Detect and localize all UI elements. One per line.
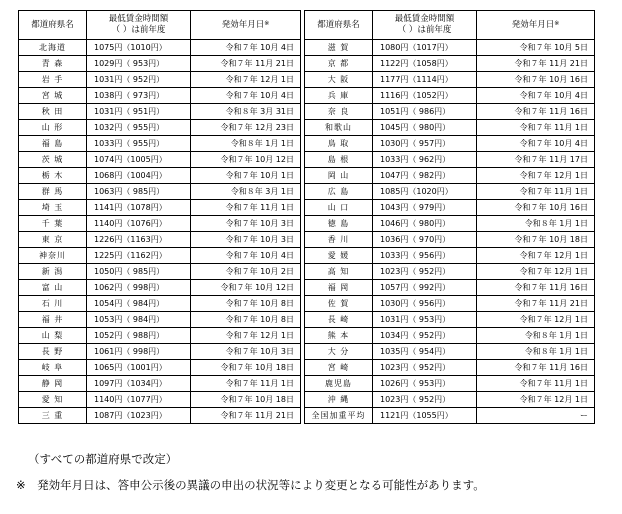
effective-date-right: 令和７年 10月 4日 bbox=[477, 136, 595, 152]
wage-value: 1226円（1163円） bbox=[87, 232, 191, 248]
table-row bbox=[19, 88, 595, 104]
wage-value: 1097円（1034円） bbox=[87, 376, 191, 392]
wage-value-right: 1033円（ 962円） bbox=[373, 152, 477, 168]
prefecture-name: 北海道 bbox=[19, 40, 87, 56]
wage-value-right: 1034円（ 952円） bbox=[373, 328, 477, 344]
prefecture-name: 山 形 bbox=[19, 120, 87, 136]
header-date-right bbox=[477, 11, 595, 40]
effective-date-right: 令和７年 10月 16日 bbox=[477, 72, 595, 88]
effective-date: 令和７年 12月 1日 bbox=[191, 72, 301, 88]
wage-value: 1032円（ 955円） bbox=[87, 120, 191, 136]
prefecture-name-right: 奈 良 bbox=[305, 104, 373, 120]
wage-value: 1075円（1010円） bbox=[87, 40, 191, 56]
header-prefecture: 都道府県名 bbox=[19, 11, 87, 40]
header-date-label-right: 発効年月日 bbox=[511, 19, 555, 30]
wage-value: 1031円（ 951円） bbox=[87, 104, 191, 120]
effective-date: 令和７年 10月 8日 bbox=[191, 312, 301, 328]
prefecture-name: 福 井 bbox=[19, 312, 87, 328]
prefecture-name: 愛 知 bbox=[19, 392, 87, 408]
table-row bbox=[19, 296, 595, 312]
header-wage-line2-right: （ ）は前年度 bbox=[397, 25, 452, 35]
wage-value-right: 1085円（1020円） bbox=[373, 184, 477, 200]
table-row bbox=[19, 392, 595, 408]
prefecture-name: 岩 手 bbox=[19, 72, 87, 88]
effective-date: 令和７年 12月 1日 bbox=[191, 328, 301, 344]
wage-value-right: 1177円（1114円） bbox=[373, 72, 477, 88]
effective-date-right: ー bbox=[477, 408, 595, 424]
prefecture-name: 神奈川 bbox=[19, 248, 87, 264]
wage-value: 1068円（1004円） bbox=[87, 168, 191, 184]
prefecture-name: 岐 阜 bbox=[19, 360, 87, 376]
effective-date-right: 令和８年 1月 1日 bbox=[477, 328, 595, 344]
effective-date-right: 令和７年 12月 1日 bbox=[477, 248, 595, 264]
table-row bbox=[19, 264, 595, 280]
prefecture-name-right: 福 岡 bbox=[305, 280, 373, 296]
prefecture-name-right: 宮 崎 bbox=[305, 360, 373, 376]
effective-date: 令和８年 3月 31日 bbox=[191, 104, 301, 120]
table-row bbox=[19, 72, 595, 88]
effective-date-right: 令和７年 10月 16日 bbox=[477, 200, 595, 216]
wage-value: 1029円（ 953円） bbox=[87, 56, 191, 72]
prefecture-name-right: 山 口 bbox=[305, 200, 373, 216]
header-row bbox=[19, 11, 595, 40]
wage-value-right: 1057円（ 992円） bbox=[373, 280, 477, 296]
prefecture-name-right: 全国加重平均 bbox=[305, 408, 373, 424]
table-row bbox=[19, 152, 595, 168]
wage-value: 1050円（ 985円） bbox=[87, 264, 191, 280]
wage-value: 1074円（1005円） bbox=[87, 152, 191, 168]
prefecture-name-right: 高 知 bbox=[305, 264, 373, 280]
effective-date: 令和７年 12月 23日 bbox=[191, 120, 301, 136]
table-body bbox=[19, 40, 595, 424]
wage-value-right: 1030円（ 956円） bbox=[373, 296, 477, 312]
wage-value: 1054円（ 984円） bbox=[87, 296, 191, 312]
effective-date: 令和８年 3月 1日 bbox=[191, 184, 301, 200]
effective-date: 令和７年 10月 18日 bbox=[191, 392, 301, 408]
prefecture-name-right: 熊 本 bbox=[305, 328, 373, 344]
header-date-mark-right: ※ bbox=[554, 19, 560, 27]
header-wage-right bbox=[373, 11, 477, 40]
wage-value: 1087円（1023円） bbox=[87, 408, 191, 424]
prefecture-name-right: 沖 縄 bbox=[305, 392, 373, 408]
wage-value-right: 1043円（ 979円） bbox=[373, 200, 477, 216]
effective-date: 令和７年 10月 4日 bbox=[191, 248, 301, 264]
prefecture-name-right: 鹿児島 bbox=[305, 376, 373, 392]
effective-date: 令和７年 10月 18日 bbox=[191, 360, 301, 376]
prefecture-name-right: 兵 庫 bbox=[305, 88, 373, 104]
prefecture-name: 茨 城 bbox=[19, 152, 87, 168]
effective-date-right: 令和７年 10月 18日 bbox=[477, 232, 595, 248]
wage-value-right: 1023円（ 952円） bbox=[373, 392, 477, 408]
effective-date-right: 令和７年 11月 16日 bbox=[477, 104, 595, 120]
table-row bbox=[19, 344, 595, 360]
effective-date: 令和７年 10月 8日 bbox=[191, 296, 301, 312]
effective-date-right: 令和７年 12月 1日 bbox=[477, 264, 595, 280]
wage-value-right: 1023円（ 952円） bbox=[373, 360, 477, 376]
prefecture-name: 新 潟 bbox=[19, 264, 87, 280]
header-wage-line1: 最低賃金時間額 bbox=[108, 14, 169, 25]
revision-note: （すべての都道府県で改定） bbox=[28, 452, 178, 466]
prefecture-name-right: 京 都 bbox=[305, 56, 373, 72]
effective-date: 令和７年 11月 21日 bbox=[191, 56, 301, 72]
prefecture-name: 山 梨 bbox=[19, 328, 87, 344]
table-row bbox=[19, 232, 595, 248]
prefecture-name-right: 香 川 bbox=[305, 232, 373, 248]
header-wage-line1-right: 最低賃金時間額 bbox=[394, 14, 455, 25]
effective-date: 令和７年 10月 3日 bbox=[191, 344, 301, 360]
effective-date: 令和７年 10月 12日 bbox=[191, 280, 301, 296]
table-row bbox=[19, 168, 595, 184]
effective-date-right: 令和７年 11月 16日 bbox=[477, 280, 595, 296]
effective-date-right: 令和７年 11月 16日 bbox=[477, 360, 595, 376]
effective-date: 令和７年 11月 21日 bbox=[191, 408, 301, 424]
wage-value: 1062円（ 998円） bbox=[87, 280, 191, 296]
header-date bbox=[191, 11, 301, 40]
wage-value-right: 1121円（1055円） bbox=[373, 408, 477, 424]
wage-value: 1141円（1078円） bbox=[87, 200, 191, 216]
effective-date-right: 令和７年 12月 1日 bbox=[477, 392, 595, 408]
table-row bbox=[19, 328, 595, 344]
wage-value-right: 1045円（ 980円） bbox=[373, 120, 477, 136]
effective-date-right: 令和７年 10月 4日 bbox=[477, 88, 595, 104]
table-row bbox=[19, 360, 595, 376]
wage-value-right: 1080円（1017円） bbox=[373, 40, 477, 56]
prefecture-name: 千 葉 bbox=[19, 216, 87, 232]
wage-value-right: 1046円（ 980円） bbox=[373, 216, 477, 232]
prefecture-name: 富 山 bbox=[19, 280, 87, 296]
table-row bbox=[19, 280, 595, 296]
wage-value: 1033円（ 955円） bbox=[87, 136, 191, 152]
effective-date-right: 令和７年 11月 1日 bbox=[477, 184, 595, 200]
effective-date: 令和７年 11月 1日 bbox=[191, 200, 301, 216]
effective-date: 令和７年 10月 4日 bbox=[191, 88, 301, 104]
effective-date-right: 令和７年 11月 21日 bbox=[477, 296, 595, 312]
wage-value-right: 1047円（ 982円） bbox=[373, 168, 477, 184]
wage-value: 1063円（ 985円） bbox=[87, 184, 191, 200]
prefecture-name: 宮 城 bbox=[19, 88, 87, 104]
effective-date-right: 令和７年 11月 17日 bbox=[477, 152, 595, 168]
wage-value-right: 1033円（ 956円） bbox=[373, 248, 477, 264]
table-row bbox=[19, 200, 595, 216]
table-row bbox=[19, 136, 595, 152]
table-row bbox=[19, 408, 595, 424]
wage-value-right: 1030円（ 957円） bbox=[373, 136, 477, 152]
header-prefecture-right: 都道府県名 bbox=[305, 11, 373, 40]
effective-date: 令和７年 10月 2日 bbox=[191, 264, 301, 280]
effective-date: 令和７年 11月 1日 bbox=[191, 376, 301, 392]
effective-date-note: ※ 発効年月日は、答申公示後の異議の申出の状況等により変更となる可能性があります。 bbox=[16, 478, 485, 492]
prefecture-name: 長 野 bbox=[19, 344, 87, 360]
effective-date: 令和７年 10月 3日 bbox=[191, 232, 301, 248]
wage-value-right: 1023円（ 952円） bbox=[373, 264, 477, 280]
prefecture-name: 三 重 bbox=[19, 408, 87, 424]
wage-value-right: 1026円（ 953円） bbox=[373, 376, 477, 392]
prefecture-name-right: 滋 賀 bbox=[305, 40, 373, 56]
effective-date: 令和７年 10月 4日 bbox=[191, 40, 301, 56]
prefecture-name-right: 岡 山 bbox=[305, 168, 373, 184]
table-row bbox=[19, 184, 595, 200]
table-row bbox=[19, 104, 595, 120]
table-row bbox=[19, 248, 595, 264]
effective-date-right: 令和７年 11月 1日 bbox=[477, 120, 595, 136]
wage-value: 1061円（ 998円） bbox=[87, 344, 191, 360]
header-date-mark: ※ bbox=[264, 19, 270, 27]
wage-value: 1038円（ 973円） bbox=[87, 88, 191, 104]
table-row bbox=[19, 40, 595, 56]
wage-value: 1065円（1001円） bbox=[87, 360, 191, 376]
effective-date: 令和７年 10月 3日 bbox=[191, 216, 301, 232]
prefecture-name-right: 島 根 bbox=[305, 152, 373, 168]
table-row bbox=[19, 376, 595, 392]
prefecture-name-right: 徳 島 bbox=[305, 216, 373, 232]
effective-date: 令和８年 1月 1日 bbox=[191, 136, 301, 152]
prefecture-name: 石 川 bbox=[19, 296, 87, 312]
effective-date-right: 令和７年 12月 1日 bbox=[477, 168, 595, 184]
header-date-label: 発効年月日 bbox=[221, 19, 265, 30]
prefecture-name: 東 京 bbox=[19, 232, 87, 248]
effective-date-right: 令和８年 1月 1日 bbox=[477, 216, 595, 232]
effective-date-right: 令和７年 11月 21日 bbox=[477, 56, 595, 72]
wage-value: 1225円（1162円） bbox=[87, 248, 191, 264]
wage-value-right: 1035円（ 954円） bbox=[373, 344, 477, 360]
wage-value: 1031円（ 952円） bbox=[87, 72, 191, 88]
prefecture-name: 静 岡 bbox=[19, 376, 87, 392]
prefecture-name-right: 長 崎 bbox=[305, 312, 373, 328]
prefecture-name: 福 島 bbox=[19, 136, 87, 152]
prefecture-name: 栃 木 bbox=[19, 168, 87, 184]
table-row bbox=[19, 312, 595, 328]
wage-value-right: 1036円（ 970円） bbox=[373, 232, 477, 248]
effective-date: 令和７年 10月 1日 bbox=[191, 168, 301, 184]
wage-value-right: 1051円（ 986円） bbox=[373, 104, 477, 120]
effective-date-right: 令和８年 1月 1日 bbox=[477, 344, 595, 360]
wage-value: 1140円（1077円） bbox=[87, 392, 191, 408]
wage-value-right: 1031円（ 953円） bbox=[373, 312, 477, 328]
prefecture-name: 埼 玉 bbox=[19, 200, 87, 216]
prefecture-name: 秋 田 bbox=[19, 104, 87, 120]
prefecture-name-right: 佐 賀 bbox=[305, 296, 373, 312]
effective-date: 令和７年 10月 12日 bbox=[191, 152, 301, 168]
effective-date-right: 令和７年 11月 1日 bbox=[477, 376, 595, 392]
effective-date-right: 令和７年 10月 5日 bbox=[477, 40, 595, 56]
prefecture-name-right: 大 阪 bbox=[305, 72, 373, 88]
prefecture-name: 群 馬 bbox=[19, 184, 87, 200]
table-row bbox=[19, 56, 595, 72]
prefecture-name-right: 愛 媛 bbox=[305, 248, 373, 264]
prefecture-name-right: 広 島 bbox=[305, 184, 373, 200]
prefecture-name-right: 和歌山 bbox=[305, 120, 373, 136]
table-row bbox=[19, 216, 595, 232]
prefecture-name-right: 鳥 取 bbox=[305, 136, 373, 152]
prefecture-name: 青 森 bbox=[19, 56, 87, 72]
prefecture-name-right: 大 分 bbox=[305, 344, 373, 360]
header-wage bbox=[87, 11, 191, 40]
wage-value-right: 1122円（1058円） bbox=[373, 56, 477, 72]
wage-value-right: 1116円（1052円） bbox=[373, 88, 477, 104]
wage-value: 1053円（ 984円） bbox=[87, 312, 191, 328]
effective-date-right: 令和７年 12月 1日 bbox=[477, 312, 595, 328]
wage-value: 1052円（ 988円） bbox=[87, 328, 191, 344]
wage-value: 1140円（1076円） bbox=[87, 216, 191, 232]
table-row bbox=[19, 120, 595, 136]
minimum-wage-table bbox=[18, 10, 595, 424]
header-wage-line2: （ ）は前年度 bbox=[111, 25, 166, 35]
